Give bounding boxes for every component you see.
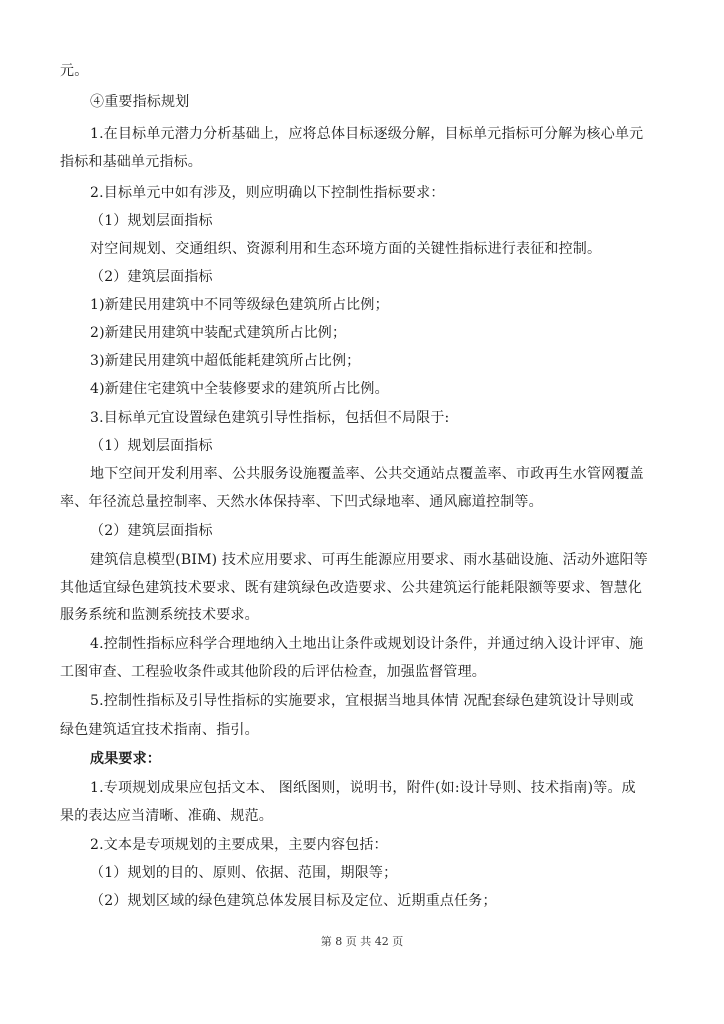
text-line-18: 建筑信息模型(BIM) 技术应用要求、可再生能源应用要求、雨水基础设施、活动外遮阳等	[90, 552, 648, 568]
heading-deliverables: 成果要求：	[90, 751, 161, 767]
text-line-20: 服务系统和监测系统技术要求。	[60, 607, 259, 623]
text-line-22: 工图审查、工程验收条件或其他阶段的后评估检查，加强监督管理。	[60, 664, 486, 680]
text-line-19: 其他适宜绿色建筑技术要求、既有建筑绿色改造要求、公共建筑运行能耗限额等要求、智慧化	[60, 580, 643, 596]
text-line-16: 率、年径流总量控制率、天然水体保持率、下凹式绿地率、通风廊道控制等。	[60, 494, 543, 510]
text-line-13: 3.目标单元宜设置绿色建筑引导性指标，包括但不局限于:	[90, 410, 450, 426]
subheading-planning-level-2: （1）规划层面指标	[90, 438, 213, 454]
list-item-goals: （2）规划区域的绿色建筑总体发展目标及定位、近期重点任务；	[90, 893, 497, 909]
list-item-4: 4)新建住宅建筑中全装修要求的建筑所占比例。	[90, 381, 389, 397]
list-item-scope: （1）规划的目的、原则、依据、范围，期限等；	[90, 865, 398, 881]
list-item-1: 1)新建民用建筑中不同等级绿色建筑所占比例；	[90, 297, 389, 313]
section-heading-key-indicators: ④重要指标规划	[90, 94, 190, 110]
text-line-4: 指标和基础单元指标。	[60, 154, 202, 170]
text-line-26: 1.专项规划成果应包括文本、 图纸图则，说明书，附件(如:设计导则、技术指南)等。成	[90, 780, 636, 796]
list-item-2: 2)新建民用建筑中装配式建筑所占比例；	[90, 325, 347, 341]
subheading-building-level: （2）建筑层面指标	[90, 269, 213, 285]
subheading-planning-level: （1）规划层面指标	[90, 213, 213, 229]
text-line-23: 5.控制性指标及引导性指标的实施要求，宜根据当地具体情 况配套绿色建筑设计导则或	[90, 693, 634, 709]
text-line-7: 对空间规划、交通组织、资源利用和生态环境方面的关键性指标进行表征和控制。	[90, 241, 602, 257]
text-line-21: 4.控制性指标应科学合理地纳入土地出让条件或规划设计条件，并通过纳入设计评审、施	[90, 636, 644, 652]
list-item-3: 3)新建民用建筑中超低能耗建筑所占比例；	[90, 353, 361, 369]
text-line-15: 地下空间开发利用率、公共服务设施覆盖率、公共交通站点覆盖率、市政再生水管网覆盖	[90, 466, 644, 482]
text-line-27: 果的表达应当清晰、准确、规范。	[60, 808, 273, 824]
text-line-1: 元。	[60, 63, 89, 79]
page-number-footer: 第 8 页 共 42 页	[320, 935, 404, 948]
text-line-5: 2.目标单元中如有涉及，则应明确以下控制性指标要求：	[90, 185, 445, 201]
subheading-building-level-2: （2）建筑层面指标	[90, 523, 213, 539]
text-line-24: 绿色建筑适宜技术指南、指引。	[60, 722, 259, 738]
text-line-28: 2.文本是专项规划的主要成果，主要内容包括：	[90, 837, 388, 853]
text-line-3: 1.在目标单元潜力分析基础上，应将总体目标逐级分解，目标单元指标可分解为核心单元	[90, 126, 644, 142]
